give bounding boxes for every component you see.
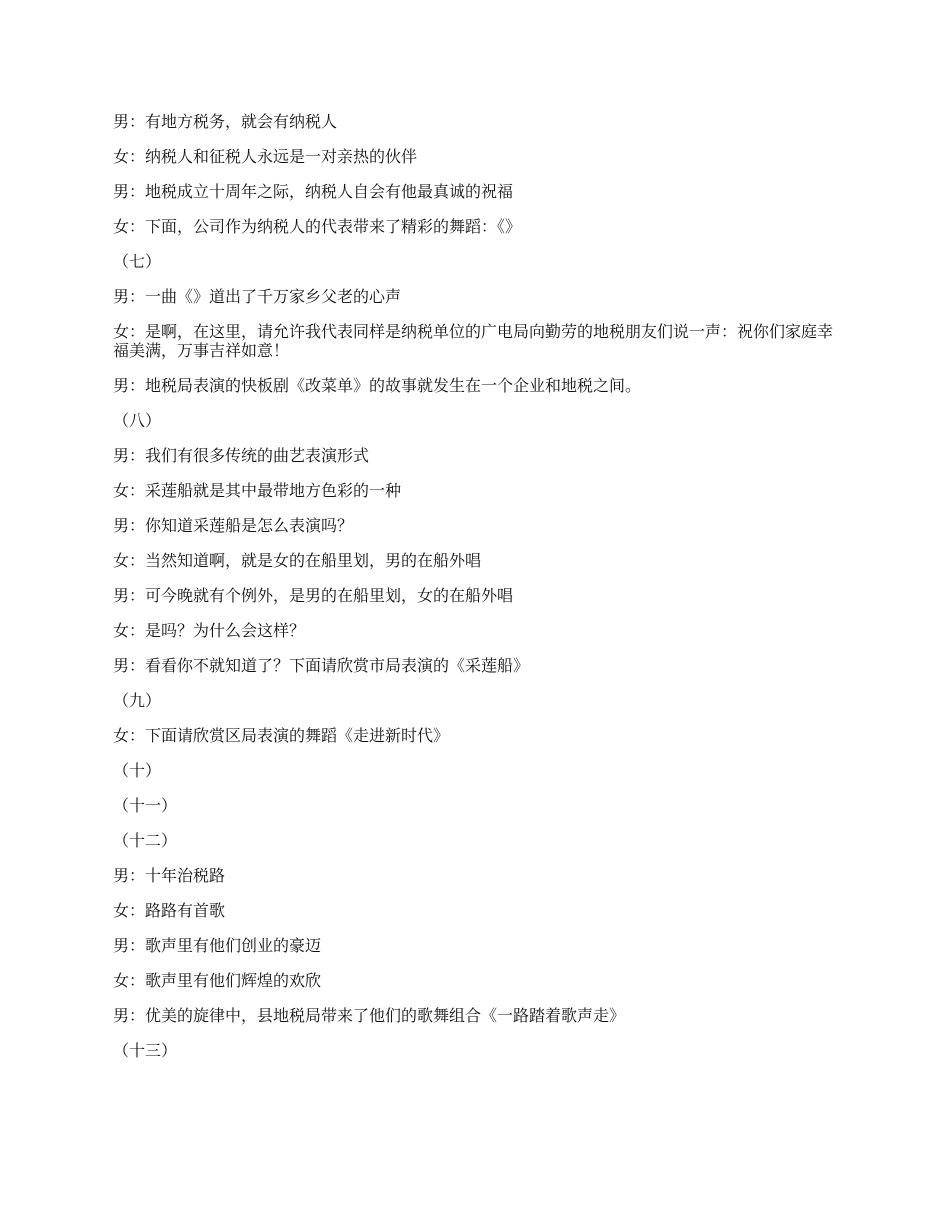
dialogue-line: 男：地税成立十周年之际，纳税人自会有他最真诚的祝福 xyxy=(113,182,514,201)
section-heading: （十一） xyxy=(113,796,178,815)
section-heading: （十二） xyxy=(113,831,178,850)
dialogue-line: 男：地税局表演的快板剧《改菜单》的故事就发生在一个企业和地税之间。 xyxy=(113,376,642,395)
dialogue-line: 男：可今晚就有个例外，是男的在船里划，女的在船外唱 xyxy=(113,586,514,605)
dialogue-line: 女：当然知道啊，就是女的在船里划，男的在船外唱 xyxy=(113,551,482,570)
dialogue-line: 男：歌声里有他们创业的豪迈 xyxy=(113,936,322,955)
dialogue-line: 女：是吗？为什么会这样？ xyxy=(113,621,306,640)
dialogue-line: 男：你知道采莲船是怎么表演吗？ xyxy=(113,516,354,535)
script-body xyxy=(113,112,843,1076)
section-heading: （十三） xyxy=(113,1041,178,1060)
section-heading: （八） xyxy=(113,411,162,430)
dialogue-line: 女：下面请欣赏区局表演的舞蹈《走进新时代》 xyxy=(113,726,450,745)
dialogue-line: 女：纳税人和征税人永远是一对亲热的伙伴 xyxy=(113,147,418,166)
section-heading: （七） xyxy=(113,252,162,271)
dialogue-line: 男：看看你不就知道了？下面请欣赏市局表演的《采莲船》 xyxy=(113,656,530,675)
dialogue-line: 男：优美的旋律中，县地税局带来了他们的歌舞组合《一路踏着歌声走》 xyxy=(113,1006,626,1025)
section-heading: （九） xyxy=(113,691,162,710)
dialogue-line: 女：路路有首歌 xyxy=(113,901,226,920)
dialogue-line: 女：采莲船就是其中最带地方色彩的一种 xyxy=(113,481,402,500)
dialogue-line: 男：我们有很多传统的曲艺表演形式 xyxy=(113,446,370,465)
section-heading: （十） xyxy=(113,761,162,780)
dialogue-line: 男：一曲《》道出了千万家乡父老的心声 xyxy=(113,287,402,306)
dialogue-line: 男：有地方税务，就会有纳税人 xyxy=(113,112,338,131)
dialogue-line: 男：十年治税路 xyxy=(113,866,226,885)
dialogue-line: 女：是啊，在这里，请允许我代表同样是纳税单位的广电局向勤劳的地税朋友们说一声：祝你们家庭幸福美满，万事吉祥如意！ xyxy=(113,322,834,360)
dialogue-line: 女：下面，公司作为纳税人的代表带来了精彩的舞蹈：《》 xyxy=(113,217,522,236)
dialogue-line: 女：歌声里有他们辉煌的欢欣 xyxy=(113,971,322,990)
